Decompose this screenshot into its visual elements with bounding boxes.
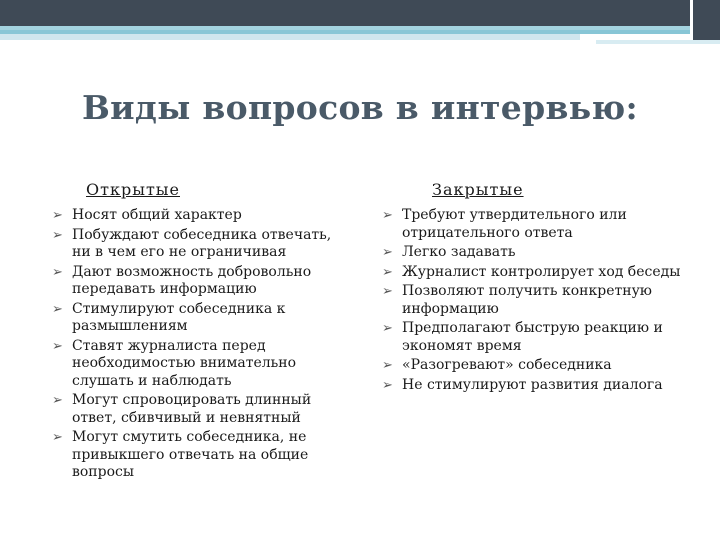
header-band — [0, 0, 720, 26]
list-item — [52, 227, 352, 262]
list-item-text: Носят общий характер — [72, 207, 242, 223]
column-open — [52, 180, 352, 484]
column-heading-open: Открытые — [86, 180, 180, 199]
list-item-text: Могут смутить собеседника, не привыкшего отвечать на общие вопросы — [72, 429, 309, 480]
open-questions-list — [52, 207, 352, 482]
list-item-text: Побуждают собеседника отвечать, ни в чем его не ограничивая — [72, 226, 332, 260]
list-item-text: Ставят журналиста перед необходимостью внимательно слушать и наблюдать — [72, 337, 296, 389]
list-item-text: Стимулируют собеседника к размышлениям — [72, 300, 286, 334]
list-item — [382, 377, 702, 395]
arrow-bullet-icon: ➢ — [382, 321, 393, 336]
list-item-text: Могут спровоцировать длинный ответ, сбивчивый и невнятный — [72, 392, 312, 426]
arrow-bullet-icon: ➢ — [52, 430, 63, 445]
column-closed — [382, 180, 702, 396]
arrow-bullet-icon: ➢ — [52, 208, 63, 223]
list-item — [382, 244, 702, 262]
list-item-text: Предполагают быструю реакцию и экономят время — [402, 320, 663, 354]
list-item — [52, 392, 352, 427]
header-stripe — [0, 26, 690, 30]
header-stripe-line — [0, 34, 580, 40]
list-item-text: Журналист контролирует ход беседы — [402, 263, 681, 280]
slide-title: Виды вопросов в интервью: — [81, 88, 639, 127]
list-item-text: Дают возможность добровольно передавать информацию — [72, 263, 312, 297]
arrow-bullet-icon: ➢ — [382, 284, 393, 299]
arrow-bullet-icon: ➢ — [382, 208, 393, 223]
list-item — [382, 320, 702, 355]
list-item — [382, 283, 702, 318]
arrow-bullet-icon: ➢ — [382, 245, 393, 260]
list-item-text: «Разогревают» собеседника — [402, 357, 612, 373]
list-item — [382, 357, 702, 375]
list-item-text: Легко задавать — [402, 244, 516, 260]
list-item-text: Требуют утвердительного или отрицательного ответа — [402, 207, 627, 241]
list-item — [52, 301, 352, 336]
list-item — [382, 264, 702, 282]
list-item — [52, 429, 352, 482]
arrow-bullet-icon: ➢ — [382, 264, 393, 280]
arrow-bullet-icon: ➢ — [382, 377, 393, 393]
column-heading-closed: Закрытые — [432, 180, 524, 199]
header-corner-line — [596, 40, 720, 44]
list-item-text: Не стимулируют развития диалога — [402, 376, 663, 393]
arrow-bullet-icon: ➢ — [382, 358, 393, 373]
list-item — [382, 207, 702, 242]
arrow-bullet-icon: ➢ — [52, 227, 63, 243]
arrow-bullet-icon: ➢ — [52, 264, 63, 280]
closed-questions-list — [382, 207, 702, 394]
arrow-bullet-icon: ➢ — [52, 393, 63, 408]
list-item-text: Позволяют получить конкретную информацию — [402, 283, 652, 317]
header-corner-block — [690, 0, 720, 40]
list-item — [52, 264, 352, 299]
arrow-bullet-icon: ➢ — [52, 338, 63, 354]
list-item — [52, 338, 352, 391]
arrow-bullet-icon: ➢ — [52, 301, 63, 317]
list-item — [52, 207, 352, 225]
